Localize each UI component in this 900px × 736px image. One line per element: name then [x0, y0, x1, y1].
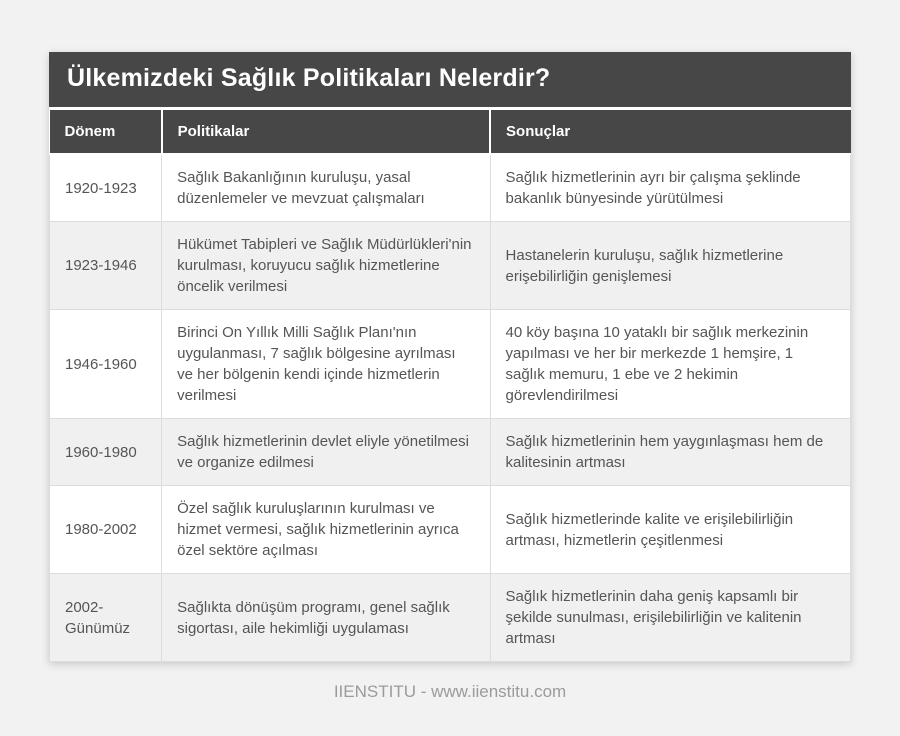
cell-period: 1980-2002: [50, 486, 162, 574]
table-row: [50, 154, 851, 222]
column-header-results: Sonuçlar: [490, 110, 850, 154]
column-header-period: Dönem: [50, 110, 162, 154]
table-row: [50, 222, 851, 310]
cell-results: Sağlık hizmetlerinin ayrı bir çalışma şeklinde bakanlık bünyesinde yürütülmesi: [490, 154, 850, 222]
cell-results: Hastanelerin kuruluşu, sağlık hizmetlerine erişebilirliğin genişlemesi: [490, 222, 850, 310]
cell-results: 40 köy başına 10 yataklı bir sağlık merkezinin yapılması ve her bir merkezde 1 hemşire, 1 sağlık memuru, 1 ebe ve 2 hekimin görevlendirilmesi: [490, 310, 850, 419]
table-row: [50, 419, 851, 486]
cell-results: Sağlık hizmetlerinin daha geniş kapsamlı bir şekilde sunulması, erişilebilirliğin ve kalitenin artması: [490, 574, 850, 662]
cell-policies: Sağlık hizmetlerinin devlet eliyle yönetilmesi ve organize edilmesi: [162, 419, 490, 486]
cell-policies: Sağlık Bakanlığının kuruluşu, yasal düzenlemeler ve mevzuat çalışmaları: [162, 154, 490, 222]
cell-period: 1960-1980: [50, 419, 162, 486]
cell-period: 1920-1923: [50, 154, 162, 222]
footer-branding: IIENSTITU - www.iienstitu.com: [333, 682, 567, 701]
policy-table-card: [49, 52, 851, 662]
cell-policies: Birinci On Yıllık Milli Sağlık Planı'nın uygulanması, 7 sağlık bölgesine ayrılması ve her bölgenin kendi içinde hizmetlerin verilmesi: [162, 310, 490, 419]
header-row: [50, 110, 851, 154]
cell-policies: Sağlıkta dönüşüm programı, genel sağlık sigortası, aile hekimliği uygulaması: [162, 574, 490, 662]
table-row: [50, 574, 851, 662]
cell-period: 1946-1960: [50, 310, 162, 419]
table-row: [50, 486, 851, 574]
cell-policies: Hükümet Tabipleri ve Sağlık Müdürlükleri'nin kurulması, koruyucu sağlık hizmetlerine öncelik verilmesi: [162, 222, 490, 310]
cell-period: 2002-Günümüz: [50, 574, 162, 662]
page-title: Ülkemizdeki Sağlık Politikaları Nelerdir?: [49, 52, 851, 110]
cell-results: Sağlık hizmetlerinin hem yaygınlaşması hem de kalitesinin artması: [490, 419, 850, 486]
cell-period: 1923-1946: [50, 222, 162, 310]
policy-table: [49, 110, 851, 662]
cell-policies: Özel sağlık kuruluşlarının kurulması ve hizmet vermesi, sağlık hizmetlerinin ayrıca özel sektöre açılması: [162, 486, 490, 574]
cell-results: Sağlık hizmetlerinde kalite ve erişilebilirliğin artması, hizmetlerin çeşitlenmesi: [490, 486, 850, 574]
column-header-policies: Politikalar: [162, 110, 490, 154]
table-row: [50, 310, 851, 419]
